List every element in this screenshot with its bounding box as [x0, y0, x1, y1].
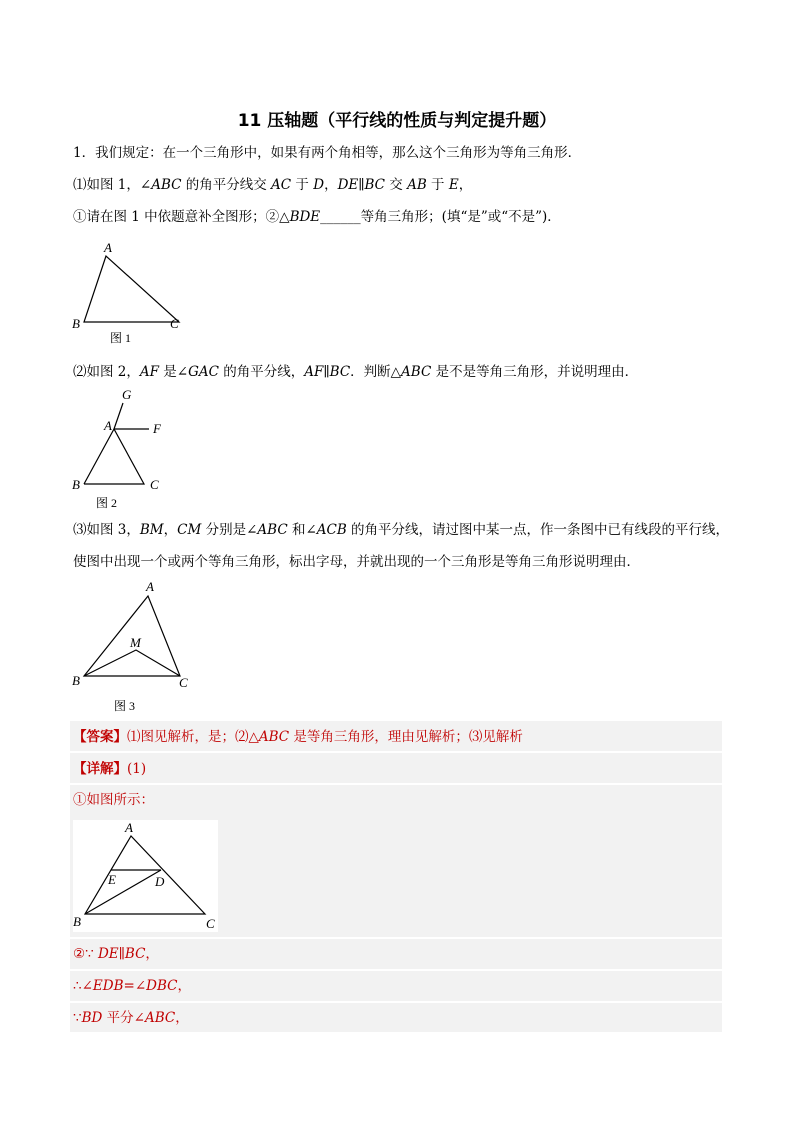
label-d: D	[155, 874, 165, 889]
label-e: E	[108, 872, 116, 887]
math-ac: AC	[271, 177, 292, 193]
segment-bd	[85, 870, 161, 914]
answer-band	[70, 753, 722, 783]
math-abc: ABC	[257, 522, 288, 538]
math-af: AF	[139, 364, 160, 380]
detail-step-4	[73, 1009, 189, 1027]
math-de-bc: DE∥BC	[97, 946, 146, 962]
figure-caption: 图 2	[96, 496, 118, 510]
math-d: D	[313, 177, 325, 193]
triangle-abc	[84, 256, 179, 322]
text-segment: 于	[291, 177, 314, 193]
detail-step-3	[73, 977, 191, 995]
text-segment: 的角平分线，请过图中某一点，作一条图中已有线段的平行线，	[346, 522, 730, 538]
answer-figure	[73, 820, 218, 932]
text-segment: ，	[175, 1010, 189, 1026]
figure-2	[66, 386, 176, 514]
label-f: F	[153, 421, 161, 436]
math-bd: BD	[81, 1010, 103, 1026]
answer-line	[73, 728, 523, 746]
detail-heading	[73, 760, 146, 778]
math-e: E	[448, 177, 459, 193]
text-segment: ，	[177, 978, 191, 994]
page-title: 11 压轴题（平行线的性质与判定提升题）	[237, 111, 557, 131]
text-segment: 是∠	[159, 364, 189, 380]
math-cm: CM	[177, 522, 202, 538]
part3-text-line2: 使图中出现一个或两个等角三角形，标出字母，并就出现的一个三角形是等角三角形说明理由．	[73, 554, 640, 570]
label-c: C	[150, 477, 159, 492]
answer-band	[70, 939, 722, 969]
text-segment: ∵	[73, 1010, 82, 1026]
text-segment: 是等角三角形，理由见解析；⑶见解析	[289, 729, 523, 745]
text-segment: ，	[145, 946, 159, 962]
detail-step-1: ①如图所示：	[73, 792, 154, 808]
label-c: C	[170, 316, 179, 331]
text-segment: 于	[426, 177, 449, 193]
detail-label: 【详解】	[73, 761, 127, 777]
answer-label: 【答案】	[73, 729, 127, 745]
label-b: B	[72, 673, 80, 688]
text-segment: ①请在图 1 中依题意补全图形；②△	[73, 209, 290, 225]
figure-caption: 图 3	[114, 699, 136, 713]
math-abc: ABC	[401, 364, 432, 380]
text-segment: ⑶如图 3，	[73, 522, 140, 538]
text-segment: ，	[324, 177, 338, 193]
text-segment: ⑴图见解析，是；⑵△	[127, 729, 259, 745]
text-segment: ⑴如图 1，∠	[73, 177, 152, 193]
segments-bm-cm	[84, 650, 180, 676]
label-m: M	[130, 635, 141, 650]
ray-ag	[114, 403, 123, 429]
text-segment: ⑵如图 2，	[73, 364, 140, 380]
math-abc: ABC	[144, 1010, 176, 1026]
math-abc: ABC	[151, 177, 182, 193]
math-ab: AB	[407, 177, 427, 193]
text-segment: 的角平分线交	[181, 177, 272, 193]
text-segment: 平分∠	[102, 1010, 145, 1026]
math-dbc: DBC	[146, 978, 178, 994]
text-segment: 交	[384, 177, 408, 193]
label-a: A	[125, 820, 133, 835]
part2-text	[73, 363, 638, 381]
math-af-bc: AF∥BC	[304, 364, 351, 380]
text-segment: ，	[458, 177, 473, 193]
text-segment: 是不是等角三角形，并说明理由．	[431, 364, 639, 380]
label-b: B	[72, 477, 80, 492]
label-b: B	[73, 914, 81, 929]
math-gac: GAC	[188, 364, 219, 380]
text-segment: =∠	[123, 978, 147, 994]
part1-text	[73, 176, 472, 194]
detail-part: (1)	[127, 761, 147, 777]
part3-text	[73, 521, 729, 539]
label-b: B	[72, 316, 80, 331]
text-segment: ______等角三角形；(填“是”或“不是”)．	[320, 209, 561, 225]
label-a: A	[104, 240, 112, 255]
text-segment: ．判断△	[350, 364, 402, 380]
math-abc: ABC	[258, 729, 290, 745]
triangle-abc	[84, 429, 144, 484]
text-segment: ∴∠	[73, 978, 93, 994]
math-bm: BM	[139, 522, 164, 538]
label-a: A	[146, 579, 154, 594]
text-segment: 和∠	[287, 522, 317, 538]
question-intro: 1．我们规定：在一个三角形中，如果有两个角相等，那么这个三角形为等角三角形．	[73, 145, 582, 161]
label-c: C	[179, 675, 188, 690]
text-segment: ②∵	[73, 946, 98, 962]
text-segment: 分别是∠	[201, 522, 258, 538]
label-g: G	[122, 387, 132, 402]
text-segment: ，	[163, 522, 178, 538]
detail-step-2	[73, 945, 159, 963]
figure-1	[66, 238, 196, 348]
label-c: C	[206, 916, 215, 931]
triangle-abc	[85, 836, 205, 914]
figure-caption: 图 1	[110, 331, 132, 345]
label-a: A	[104, 418, 112, 433]
math-de-bc: DE∥BC	[337, 177, 385, 193]
math-acb: ACB	[316, 522, 347, 538]
part1-subtext	[73, 208, 561, 226]
math-edb: EDB	[92, 978, 124, 994]
figure-3	[66, 574, 206, 716]
math-bde: BDE	[289, 209, 321, 225]
text-segment: 的角平分线，	[219, 364, 305, 380]
